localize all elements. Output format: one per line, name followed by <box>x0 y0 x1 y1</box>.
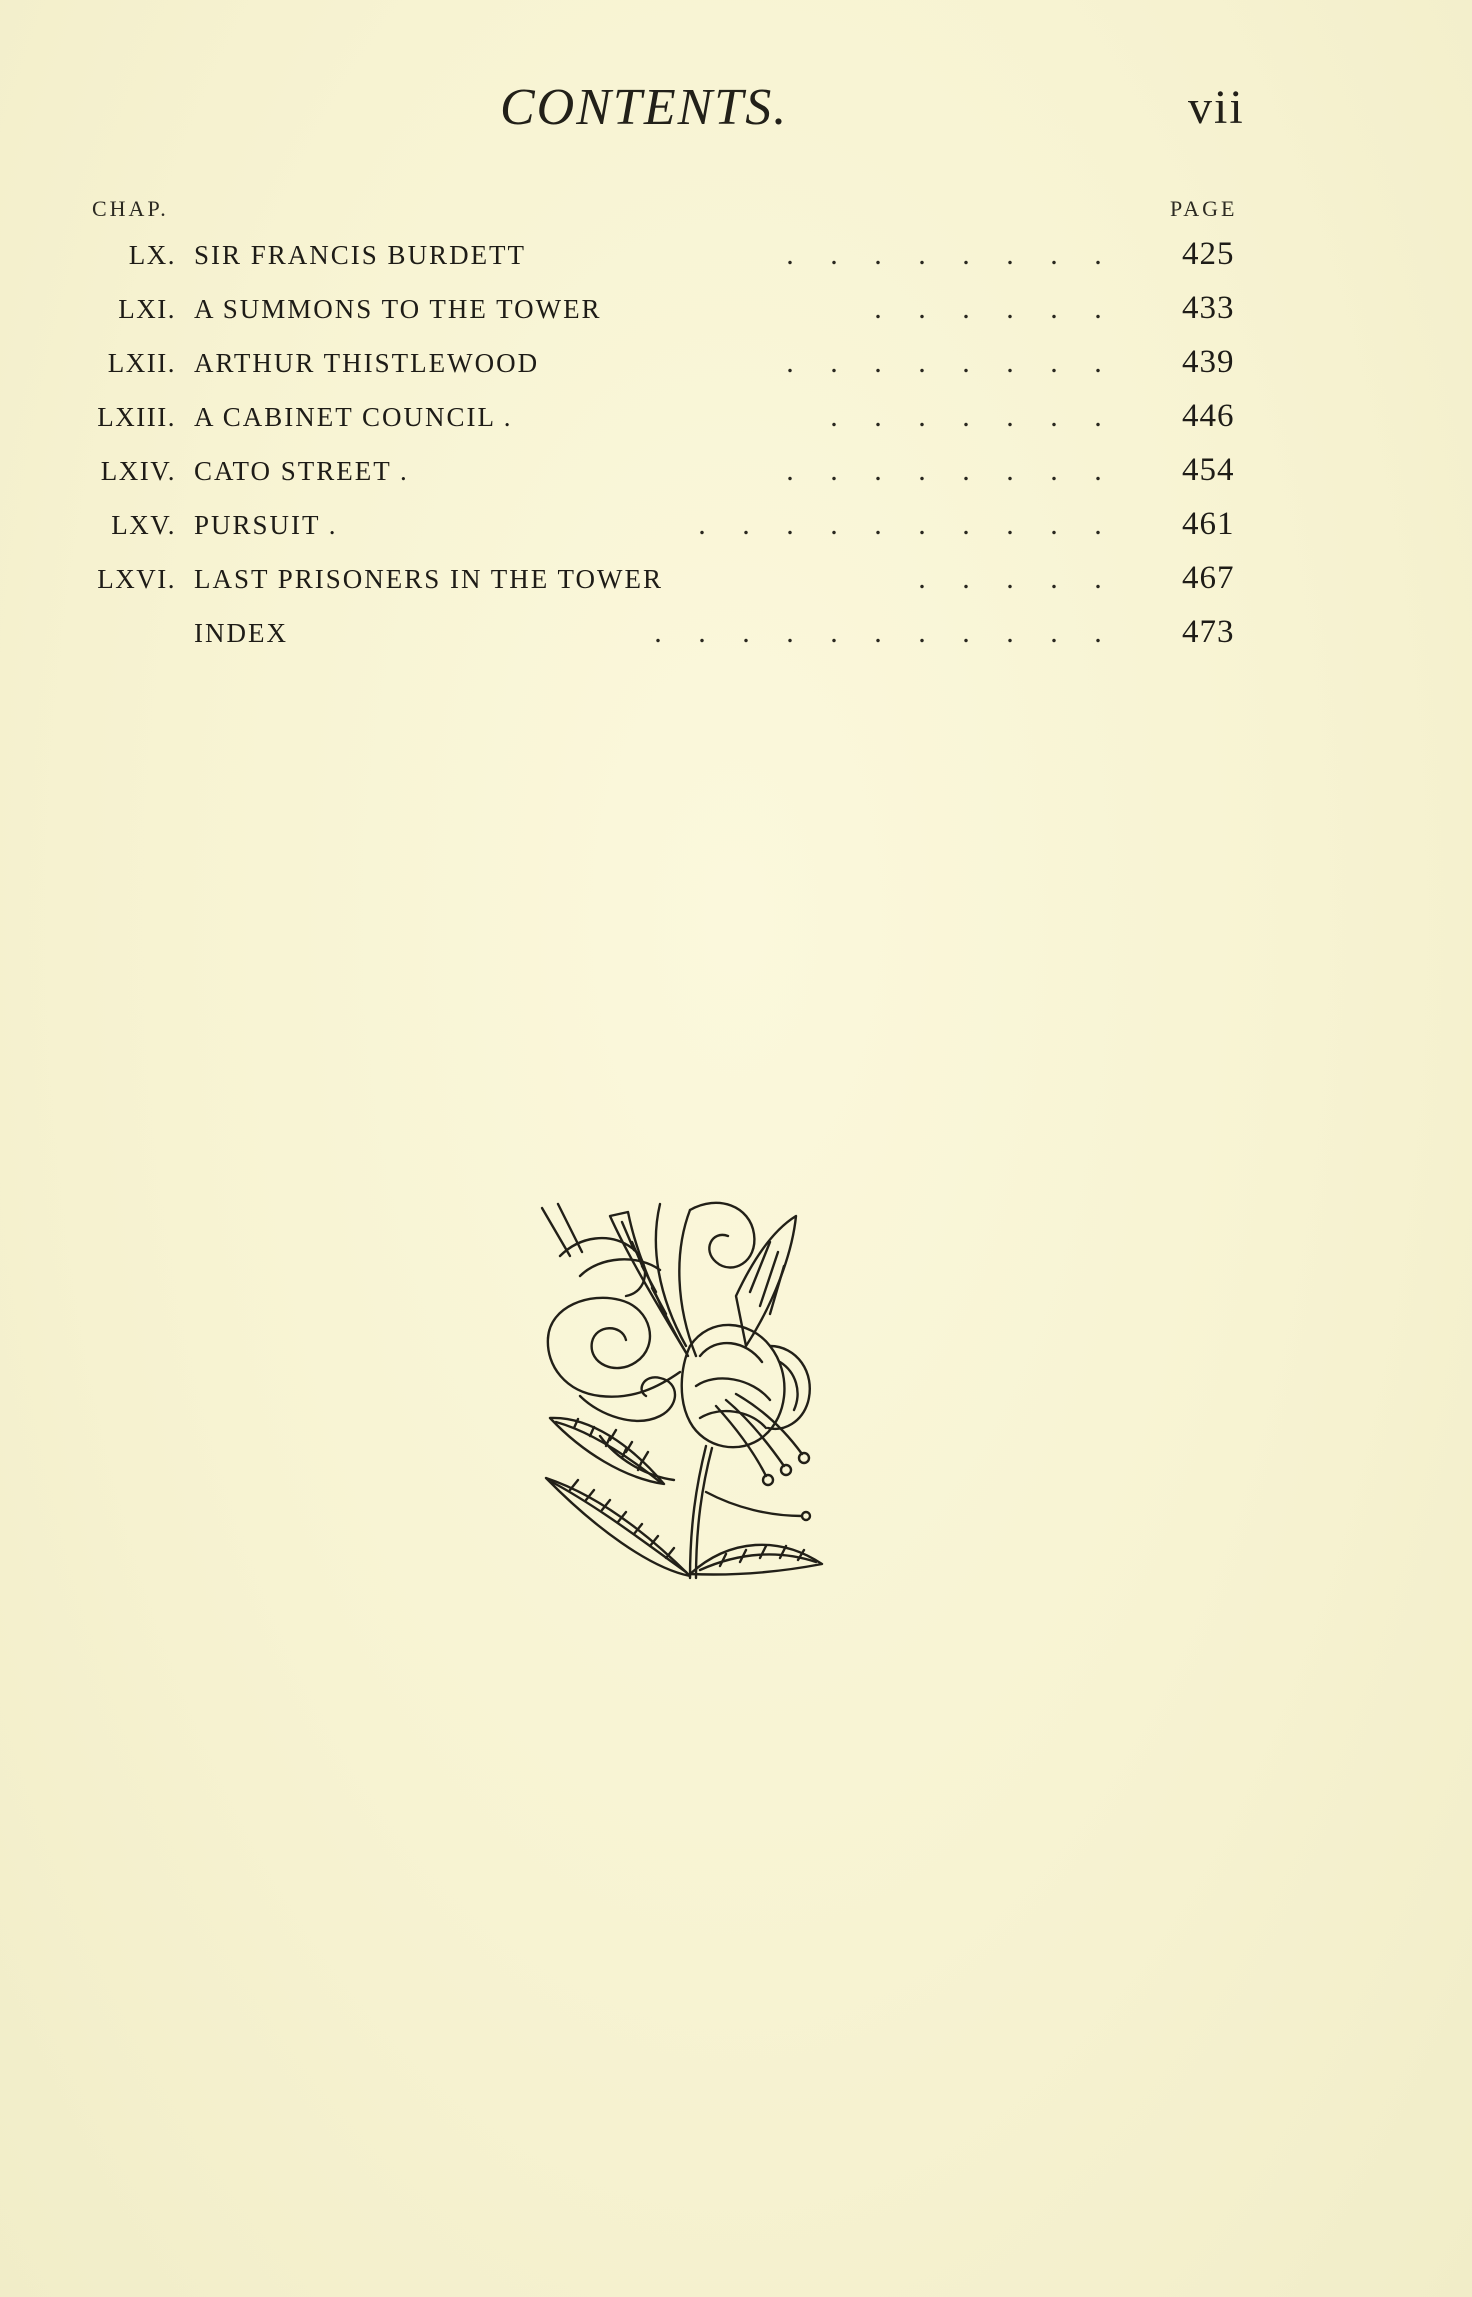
running-head <box>0 78 1472 148</box>
chapter-title: A CABINET COUNCIL . <box>194 402 513 432</box>
chapter-title: SIR FRANCIS BURDETT <box>194 240 527 270</box>
page-number: vii <box>1188 81 1245 134</box>
toc-entry <box>0 448 1472 502</box>
page-reference: 467 <box>1182 560 1235 596</box>
page-reference: 454 <box>1182 452 1235 488</box>
lily-flower-ornament-icon <box>540 1196 830 1586</box>
toc-entry <box>0 286 1472 340</box>
chapter-number: LXV. <box>111 510 176 540</box>
chapter-number: LX. <box>128 240 176 270</box>
chapter-number: LXI. <box>118 294 176 324</box>
dot-leader: . . . . . . . . . . <box>698 508 1102 541</box>
chapter-number: LXII. <box>107 348 176 378</box>
dot-leader: . . . . . . . . <box>786 454 1102 487</box>
chapter-title: INDEX <box>194 618 288 648</box>
chapter-title: PURSUIT . <box>194 510 338 540</box>
chapter-title: CATO STREET . <box>194 456 409 486</box>
chapter-number: LXIII. <box>97 402 176 432</box>
page-reference: 439 <box>1182 344 1235 380</box>
dot-leader: . . . . . . . . . . . <box>654 616 1102 649</box>
chapter-column-label: CHAP. <box>92 196 169 221</box>
dot-leader: . . . . . <box>918 562 1102 595</box>
toc-entry <box>0 340 1472 394</box>
dot-leader: . . . . . . . <box>830 400 1102 433</box>
dot-leader: . . . . . . . . <box>786 346 1102 379</box>
page-title: CONTENTS. <box>500 79 789 136</box>
chapter-title: LAST PRISONERS IN THE TOWER <box>194 564 664 594</box>
toc-entry <box>0 232 1472 286</box>
chapter-title: A SUMMONS TO THE TOWER <box>194 294 602 324</box>
dot-leader: . . . . . . . . <box>786 238 1102 271</box>
toc-entry <box>0 394 1472 448</box>
page-reference: 473 <box>1182 614 1235 650</box>
page-reference: 433 <box>1182 290 1235 326</box>
toc-entry <box>0 610 1472 664</box>
dot-leader: . . . . . . <box>874 292 1102 325</box>
chapter-number: LXIV. <box>100 456 176 486</box>
chapter-number: LXVI. <box>97 564 176 594</box>
page-reference: 425 <box>1182 236 1235 272</box>
toc-entry <box>0 556 1472 610</box>
chapter-title: ARTHUR THISTLEWOOD <box>194 348 540 378</box>
page-reference: 446 <box>1182 398 1235 434</box>
page-column-label: PAGE <box>1170 196 1238 221</box>
toc-entry <box>0 502 1472 556</box>
page-reference: 461 <box>1182 506 1235 542</box>
